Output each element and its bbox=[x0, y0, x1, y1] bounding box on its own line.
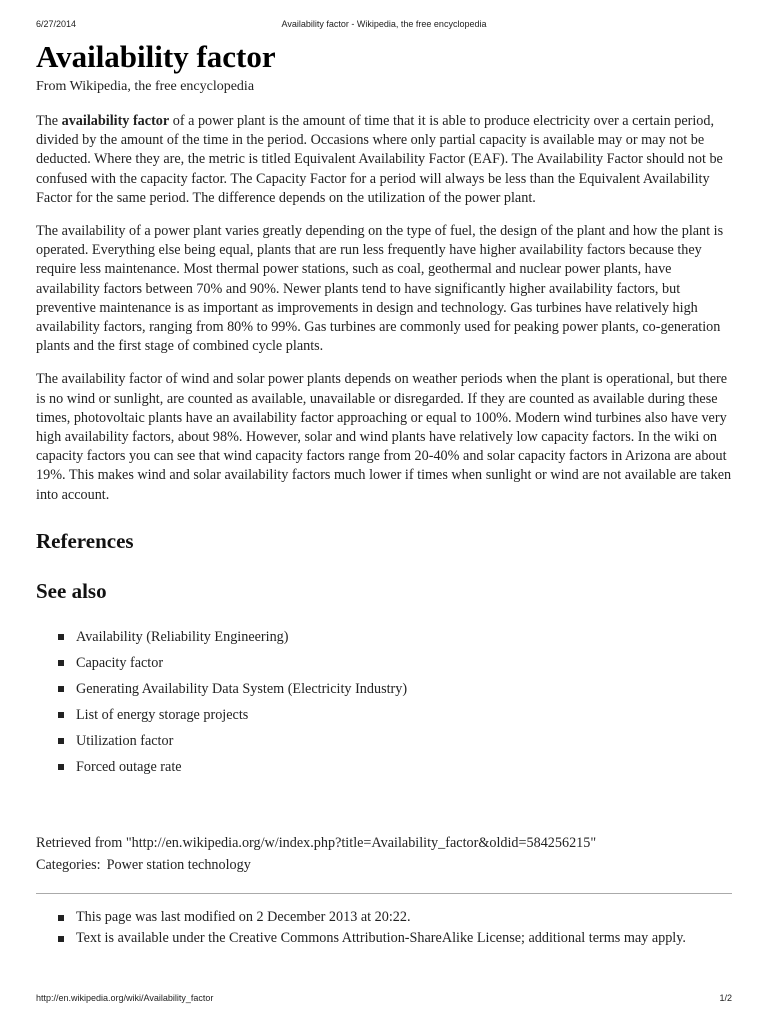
bullet-square-icon bbox=[58, 634, 64, 640]
see-also-item[interactable] bbox=[36, 754, 732, 780]
see-also-item[interactable] bbox=[36, 624, 732, 650]
see-also-link[interactable]: Capacity factor bbox=[76, 654, 164, 671]
print-url: http://en.wikipedia.org/wiki/Availability_factor bbox=[36, 993, 214, 1003]
references-heading: References bbox=[36, 528, 134, 553]
footer-divider bbox=[36, 893, 732, 894]
see-also-link[interactable]: Generating Availability Data System (Electricity Industry) bbox=[76, 680, 408, 697]
see-also-link[interactable]: Forced outage rate bbox=[76, 758, 182, 775]
category-link[interactable]: Power station technology bbox=[106, 856, 251, 873]
license-text: Text is available under the Creative Commons Attribution-ShareAlike License; additional terms may apply. bbox=[76, 929, 686, 946]
intro-text-start: The bbox=[36, 113, 62, 129]
bullet-square-icon bbox=[58, 660, 64, 666]
bullet-square-icon bbox=[58, 915, 64, 921]
bullet-square-icon bbox=[58, 712, 64, 718]
bullet-square-icon bbox=[58, 686, 64, 692]
print-page-number: 1/2 bbox=[719, 993, 732, 1003]
see-also-link[interactable]: List of energy storage projects bbox=[76, 706, 249, 723]
footer-list bbox=[36, 907, 732, 949]
see-also-item[interactable] bbox=[36, 650, 732, 676]
print-footer bbox=[36, 993, 732, 1005]
footer-item bbox=[36, 907, 732, 928]
see-also-list bbox=[36, 624, 732, 780]
print-header bbox=[36, 19, 732, 31]
intro-text-rest: of a power plant is the amount of time that it is able to produce electricity over a certain period, divided by the amount of the time in the period. Occasions where only partial capacity is available may or may not be deducted. Where they are, the metric is titled Equivalent Availability Factor (EAF). The Availability Factor should not be confused with the capacity factor. The Capacity Factor for a period will always be less than the Equivalent Availability Factor for the same period. The difference depends on the utilization of the power plant. bbox=[36, 113, 723, 206]
last-modified-text: This page was last modified on 2 December 2013 at 20:22. bbox=[76, 908, 411, 925]
retrieved-from: Retrieved from "http://en.wikipedia.org/w/index.php?title=Availability_factor&oldid=584256215" bbox=[36, 834, 597, 851]
see-also-item[interactable] bbox=[36, 676, 732, 702]
intro-paragraph bbox=[36, 112, 732, 208]
bullet-square-icon bbox=[58, 764, 64, 770]
see-also-heading: See also bbox=[36, 578, 107, 603]
intro-bold-term: availability factor bbox=[61, 113, 170, 129]
print-date: 6/27/2014 bbox=[36, 19, 77, 29]
see-also-item[interactable] bbox=[36, 702, 732, 728]
bullet-square-icon bbox=[58, 936, 64, 942]
see-also-link[interactable]: Availability (Reliability Engineering) bbox=[76, 628, 289, 645]
categories-line bbox=[36, 854, 732, 876]
body-paragraph-2: The availability of a power plant varies greatly depending on the type of fuel, the design of the plant and how the plant is operated. Everything else being equal, plants that are run less frequently have higher availability factors because they require less maintenance. Most thermal power stations, such as coal, geothermal and nuclear power plants, have availability factors between 70% and 90%. Newer plants tend to have significantly higher availability factors, but preventive maintenance is as important as improvements in design and technology. Gas turbines have relatively high availability factors, ranging from 80% to 99%. Gas turbines are commonly used for peaking power plants, co-generation plants and the first stage of combined cycle plants. bbox=[36, 223, 724, 355]
categories-label: Categories: bbox=[36, 856, 101, 873]
page-title: Availability factor bbox=[36, 39, 276, 74]
print-page-title: Availability factor - Wikipedia, the free encyclopedia bbox=[281, 19, 487, 29]
see-also-item[interactable] bbox=[36, 728, 732, 754]
bullet-square-icon bbox=[58, 738, 64, 744]
footer-item bbox=[36, 928, 732, 949]
body-paragraph-3: The availability factor of wind and solar power plants depends on weather periods when the plant is operational, but there is no wind or sunlight, are counted as available, unavailable or disregarded. If they are counted as available during these times, photovoltaic plants have an availability factor approaching or equal to 100%. Modern wind turbines also have very high availability factors, about 98%. However, solar and wind plants have relatively low capacity factors. In the wiki on capacity factors you can see that wind capacity factors range from 20-40% and solar capacity factors in Arizona are about 19%. This makes wind and solar availability factors much lower if times when sunlight or wind are not available are taken into account. bbox=[36, 371, 732, 503]
article-content bbox=[36, 38, 732, 949]
see-also-link[interactable]: Utilization factor bbox=[76, 732, 174, 749]
site-subtitle: From Wikipedia, the free encyclopedia bbox=[36, 79, 255, 94]
